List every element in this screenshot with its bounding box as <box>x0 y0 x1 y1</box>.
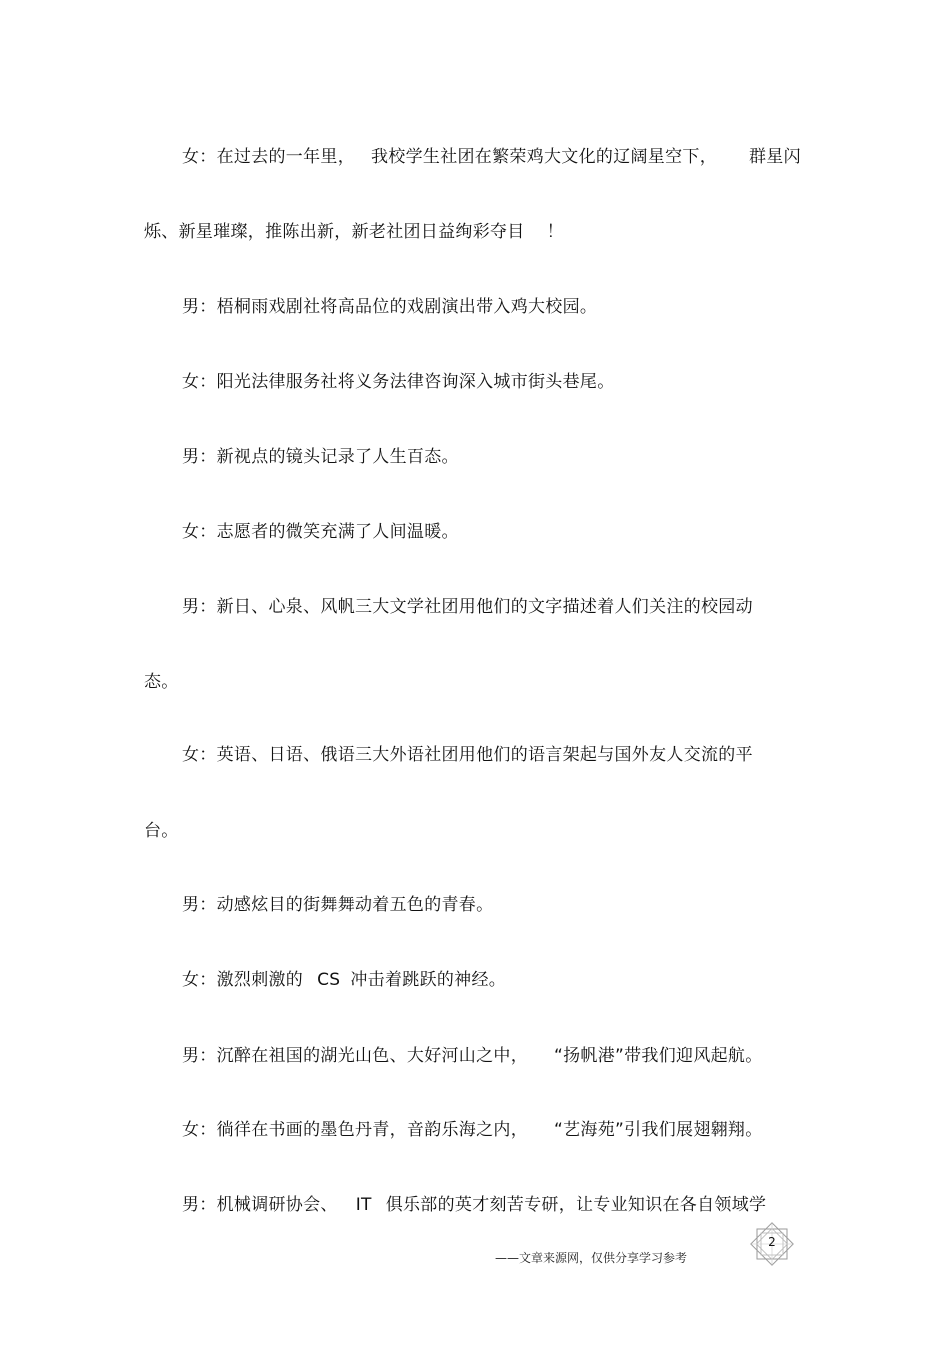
text-segment: 态。 <box>144 672 179 692</box>
paragraph-line-9 <box>182 744 753 766</box>
text-segment: 女：在过去的一年里， <box>182 147 355 167</box>
text-segment: 我校学生社团在繁荣鸡大文化的辽阔星空下， <box>371 147 717 167</box>
text-segment: 男：新视点的镜头记录了人生百态。 <box>182 447 459 467</box>
paragraph-line-8 <box>144 671 179 693</box>
text-segment: 女：英语、日语、俄语三大外语社团用他们的语言架起与国外友人交流的平 <box>182 745 753 765</box>
paragraph-line-10 <box>144 820 179 842</box>
paragraph-line-2 <box>144 221 564 243</box>
text-segment: 群星闪 <box>749 147 801 167</box>
paragraph-line-6 <box>182 521 459 543</box>
text-segment: 男：动感炫目的街舞舞动着五色的青春。 <box>182 895 494 915</box>
text-segment: 烁、新星璀璨，推陈出新，新老社团日益绚彩夺目 <box>144 222 525 242</box>
paragraph-line-11 <box>182 894 493 916</box>
text-segment: ！ <box>546 222 564 242</box>
paragraph-line-15 <box>182 1194 766 1216</box>
page-number-badge <box>748 1222 796 1266</box>
text-segment: 女：志愿者的微笑充满了人间温暖。 <box>182 522 459 542</box>
text-segment: “扬帆港”带我们迎风起航。 <box>554 1046 763 1066</box>
text-segment: 台。 <box>144 821 179 841</box>
paragraph-line-5 <box>182 446 459 468</box>
text-segment: 男：沉醉在祖国的湖光山色、大好河山之中， <box>182 1046 528 1066</box>
paragraph-line-3 <box>182 296 597 318</box>
paragraph-line-1 <box>182 146 801 168</box>
paragraph-line-13 <box>182 1045 763 1067</box>
text-segment: 男：新日、心泉、风帆三大文学社团用他们的文字描述着人们关注的校园动 <box>182 597 753 617</box>
page-number: 2 <box>768 1235 776 1249</box>
paragraph-line-12 <box>182 969 506 991</box>
text-segment: 男：机械调研协会、 <box>182 1195 338 1215</box>
text-segment: IT <box>355 1195 372 1215</box>
text-segment: 男：梧桐雨戏剧社将高品位的戏剧演出带入鸡大校园。 <box>182 297 598 317</box>
text-segment: 冲击着跳跃的神经。 <box>350 970 507 990</box>
text-segment: 女：激烈刺激的 <box>182 970 304 990</box>
text-segment: CS <box>317 970 341 990</box>
paragraph-line-14 <box>182 1119 763 1141</box>
text-segment: “艺海苑”引我们展翅翱翔。 <box>554 1120 763 1140</box>
paragraph-line-4 <box>182 371 615 393</box>
text-segment: 女：阳光法律服务社将义务法律咨询深入城市街头巷尾。 <box>182 372 615 392</box>
source-footnote: ——文章来源网，仅供分享学习参考 <box>495 1251 688 1265</box>
text-segment: 女：徜徉在书画的墨色丹青，音韵乐海之内， <box>182 1120 528 1140</box>
text-segment: 俱乐部的英才刻苦专研，让专业知识在各自领域学 <box>385 1195 767 1215</box>
paragraph-line-7 <box>182 596 753 618</box>
